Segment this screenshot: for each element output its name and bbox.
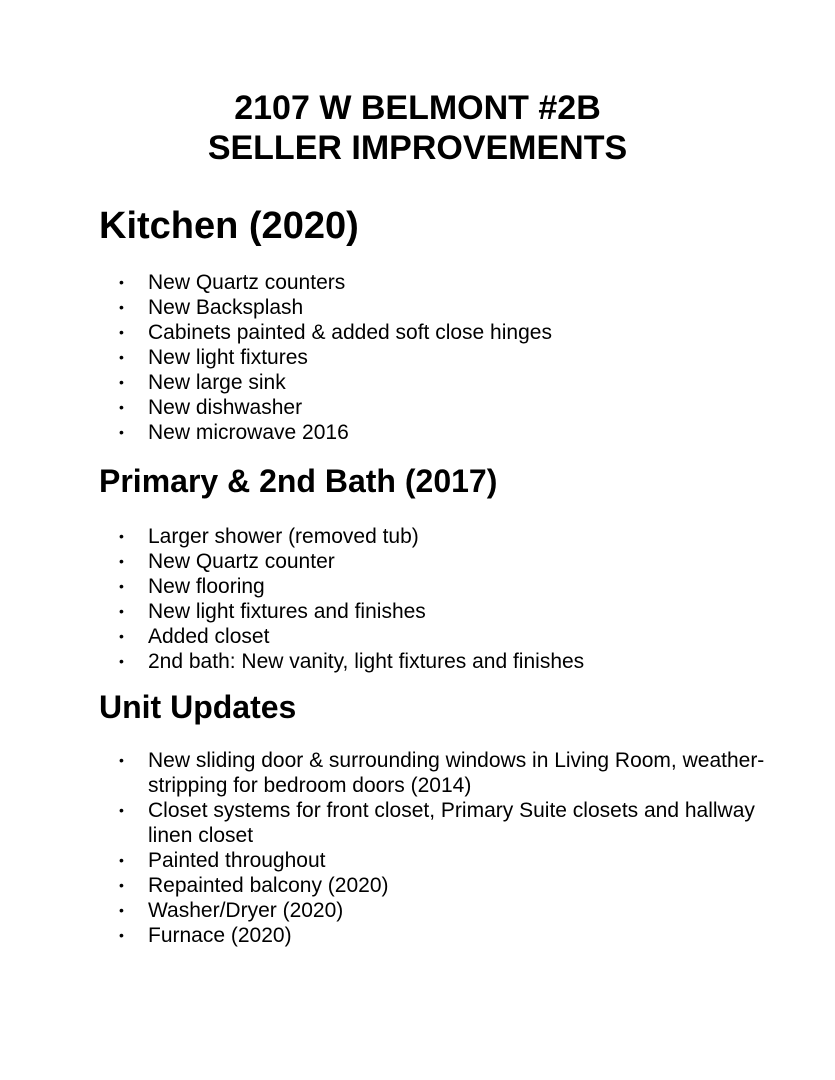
list-item: • New Backsplash: [119, 296, 304, 319]
title-subtitle: SELLER IMPROVEMENTS: [207, 129, 628, 167]
section-unit-updates: [99, 688, 799, 948]
bullet-icon: •: [119, 653, 124, 669]
list-item: • New sliding door & surrounding windows in Living Room, weather-stripping for bedroom doors (2014): [119, 749, 765, 797]
bullet-icon: •: [119, 927, 124, 943]
bath-list: [99, 524, 799, 674]
bullet-icon: •: [119, 299, 124, 315]
list-item: • New large sink: [119, 371, 286, 394]
section-heading-kitchen: Kitchen (2020): [99, 205, 359, 247]
list-item: • Repainted balcony (2020): [119, 874, 389, 897]
bullet-icon: •: [119, 852, 124, 868]
list-item: • New flooring: [119, 575, 265, 598]
list-item: • Larger shower (removed tub): [119, 525, 419, 548]
bullet-icon: •: [119, 578, 124, 594]
list-item: • Painted throughout: [119, 849, 326, 872]
list-item: • New dishwasher: [119, 396, 303, 419]
bullet-icon: •: [119, 324, 124, 340]
list-item: • 2nd bath: New vanity, light fixtures and finishes: [119, 650, 585, 673]
section-bath: [99, 462, 799, 674]
section-kitchen: [99, 204, 799, 445]
kitchen-list: [99, 270, 799, 445]
bullet-icon: •: [119, 274, 124, 290]
list-item: • Closet systems for front closet, Primary Suite closets and hallway linen closet: [119, 799, 755, 847]
list-item: • New light fixtures: [119, 346, 308, 369]
bullet-icon: •: [119, 374, 124, 390]
bullet-icon: •: [119, 528, 124, 544]
bullet-icon: •: [119, 399, 124, 415]
list-item: • Furnace (2020): [119, 924, 292, 947]
bullet-icon: •: [119, 349, 124, 365]
document-title: [0, 88, 835, 168]
list-item: • Washer/Dryer (2020): [119, 899, 344, 922]
list-item: • New Quartz counter: [119, 550, 335, 573]
unit-updates-list: [99, 748, 799, 948]
bullet-icon: •: [119, 752, 124, 768]
list-item: • New microwave 2016: [119, 421, 349, 444]
section-heading-unit-updates: Unit Updates: [99, 689, 297, 725]
title-address: 2107 W BELMONT #2B: [234, 89, 601, 127]
bullet-icon: •: [119, 424, 124, 440]
bullet-icon: •: [119, 603, 124, 619]
bullet-icon: •: [119, 877, 124, 893]
section-heading-bath: Primary & 2nd Bath (2017): [99, 463, 498, 499]
bullet-icon: •: [119, 553, 124, 569]
bullet-icon: •: [119, 802, 124, 818]
bullet-icon: •: [119, 902, 124, 918]
bullet-icon: •: [119, 628, 124, 644]
list-item: • Cabinets painted & added soft close hinges: [119, 321, 552, 344]
list-item: • Added closet: [119, 625, 270, 648]
list-item: • New light fixtures and finishes: [119, 600, 426, 623]
list-item: • New Quartz counters: [119, 271, 346, 294]
